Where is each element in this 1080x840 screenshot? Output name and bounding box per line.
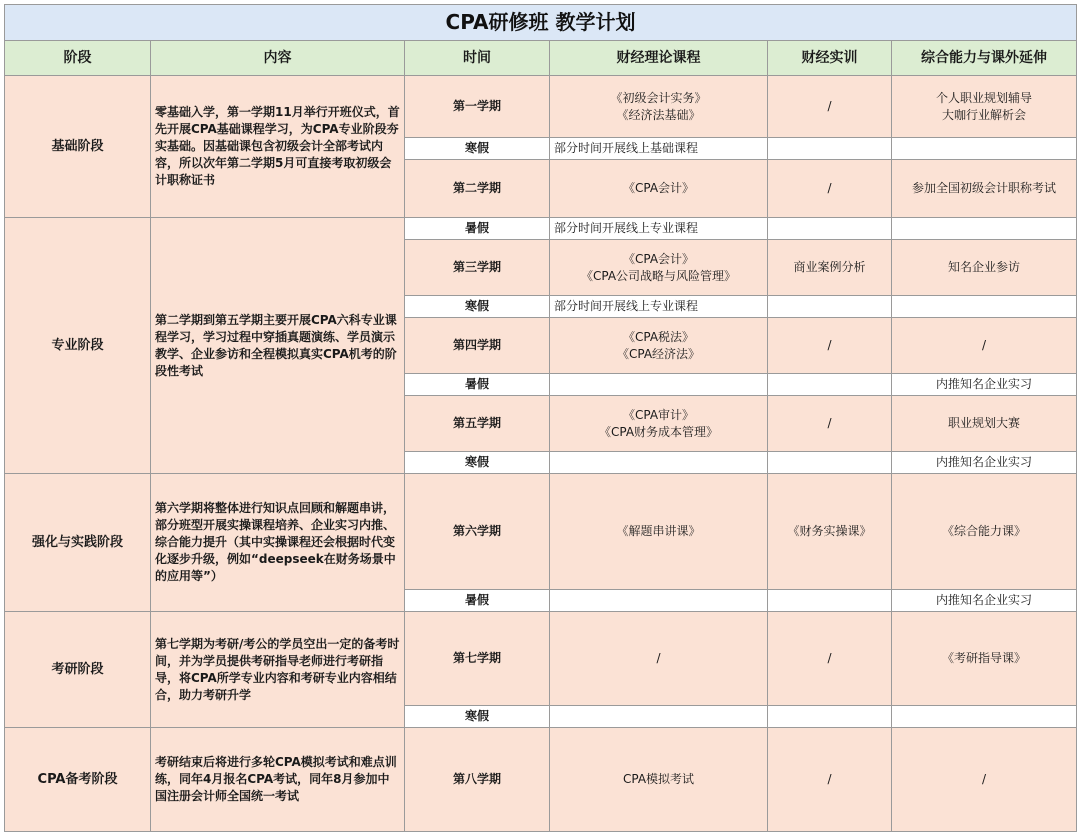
ability-line: /: [981, 772, 987, 786]
theory-course-line: CPA模拟考试: [622, 772, 695, 786]
ability-cell: [892, 218, 1077, 240]
period-cell: 寒假: [405, 296, 550, 318]
stage-content: 第二学期到第五学期主要开展CPA六科专业课程学习，学习过程中穿插真题演练、学员演示教学、企业参访和全程模拟真实CPA机考的阶段性考试: [151, 218, 405, 474]
table-row: [5, 76, 1077, 138]
theory-course-cell: [550, 318, 768, 374]
ability-line: 知名企业参访: [948, 260, 1021, 274]
ability-cell: [892, 318, 1077, 374]
theory-course-line: /: [656, 651, 661, 665]
period-cell: 第五学期: [405, 396, 550, 452]
theory-course-line: 《CPA会计》: [622, 251, 695, 266]
period-cell: 第三学期: [405, 240, 550, 296]
period-cell: 第六学期: [405, 474, 550, 590]
header-content: 内容: [151, 41, 405, 76]
ability-line: 《综合能力课》: [942, 524, 1027, 538]
period-cell: 第八学期: [405, 728, 550, 832]
ability-cell: [892, 590, 1077, 612]
theory-course-line: 《CPA审计》: [622, 407, 695, 422]
practice-cell: 《财务实操课》: [768, 474, 892, 590]
practice-cell: [768, 590, 892, 612]
stage-content: 考研结束后将进行多轮CPA模拟考试和难点训练，同年4月报名CPA考试，同年8月参加中国注册会计师全国统一考试: [151, 728, 405, 832]
header-theory-courses: 财经理论课程: [550, 41, 768, 76]
ability-line: /: [981, 338, 987, 352]
period-cell: 暑假: [405, 590, 550, 612]
ability-line: 大咖行业解析会: [942, 107, 1027, 122]
period-cell: 第七学期: [405, 612, 550, 706]
practice-cell: /: [768, 396, 892, 452]
theory-course-line: 《初级会计实务》: [610, 90, 707, 105]
ability-line: 内推知名企业实习: [936, 593, 1033, 607]
practice-cell: /: [768, 318, 892, 374]
theory-course-line: 《CPA经济法》: [616, 346, 701, 361]
ability-cell: [892, 160, 1077, 218]
ability-line: 职业规划大赛: [948, 416, 1021, 430]
stage-name: 强化与实践阶段: [5, 474, 151, 612]
header-ability-extension: 综合能力与课外延伸: [892, 41, 1077, 76]
period-cell: 寒假: [405, 452, 550, 474]
stage-content: 第六学期将整体进行知识点回顾和解题串讲，部分班型开展实操课程培养、企业实习内推、综合能力提升（其中实操课程还会根据时代变化逐步升级，例如“deepseek在财务场景中的应用等”）: [151, 474, 405, 612]
theory-course-line: 《CPA财务成本管理》: [598, 424, 719, 439]
period-cell: 第一学期: [405, 76, 550, 138]
ability-cell: [892, 474, 1077, 590]
stage-content: 第七学期为考研/考公的学员空出一定的备考时间，并为学员提供考研指导老师进行考研指导，将CPA所学专业内容和考研专业内容相结合，助力考研升学: [151, 612, 405, 728]
theory-course-cell: [550, 706, 768, 728]
practice-cell: [768, 296, 892, 318]
theory-course-line: 《CPA会计》: [622, 181, 695, 195]
ability-cell: [892, 138, 1077, 160]
ability-line: 个人职业规划辅导: [936, 90, 1033, 105]
practice-cell: /: [768, 612, 892, 706]
period-cell: 寒假: [405, 138, 550, 160]
ability-line: 内推知名企业实习: [936, 455, 1033, 469]
table-row: [5, 612, 1077, 706]
teaching-plan-table: [4, 4, 1077, 832]
ability-line: 内推知名企业实习: [936, 377, 1033, 391]
period-cell: 寒假: [405, 706, 550, 728]
practice-cell: 商业案例分析: [768, 240, 892, 296]
header-stage: 阶段: [5, 41, 151, 76]
table-row: [5, 218, 1077, 240]
ability-cell: [892, 706, 1077, 728]
theory-course-cell: [550, 612, 768, 706]
period-cell: 第二学期: [405, 160, 550, 218]
theory-course-line: 《CPA税法》: [622, 329, 695, 344]
practice-cell: /: [768, 76, 892, 138]
ability-line: 参加全国初级会计职称考试: [912, 181, 1057, 195]
theory-course-cell: [550, 452, 768, 474]
header-time: 时间: [405, 41, 550, 76]
practice-cell: [768, 138, 892, 160]
theory-course-cell: [550, 138, 768, 160]
ability-cell: [892, 396, 1077, 452]
stage-content: 零基础入学，第一学期11月举行开班仪式，首先开展CPA基础课程学习，为CPA专业阶段夯实基础。因基础课包含初级会计全部考试内容，所以次年第二学期5月可直接考取初级会计职称证书: [151, 76, 405, 218]
ability-cell: [892, 374, 1077, 396]
theory-course-cell: [550, 590, 768, 612]
table-row: [5, 728, 1077, 832]
ability-cell: [892, 240, 1077, 296]
practice-cell: [768, 452, 892, 474]
ability-cell: [892, 76, 1077, 138]
theory-course-cell: [550, 374, 768, 396]
ability-line: 《考研指导课》: [942, 651, 1027, 665]
theory-course-cell: [550, 728, 768, 832]
stage-name: CPA备考阶段: [5, 728, 151, 832]
theory-course-cell: [550, 160, 768, 218]
ability-cell: [892, 452, 1077, 474]
table-title: CPA研修班 教学计划: [5, 5, 1077, 41]
theory-course-cell: [550, 296, 768, 318]
ability-cell: [892, 296, 1077, 318]
stage-name: 基础阶段: [5, 76, 151, 218]
theory-course-cell: [550, 76, 768, 138]
practice-cell: /: [768, 160, 892, 218]
practice-cell: [768, 218, 892, 240]
theory-course-cell: [550, 396, 768, 452]
ability-cell: [892, 612, 1077, 706]
theory-course-line: 部分时间开展线上专业课程: [554, 299, 699, 313]
theory-course-cell: [550, 240, 768, 296]
table-row: [5, 474, 1077, 590]
theory-course-line: 《解题串讲课》: [616, 524, 701, 538]
theory-course-line: 部分时间开展线上基础课程: [554, 141, 699, 155]
practice-cell: [768, 374, 892, 396]
stage-name: 考研阶段: [5, 612, 151, 728]
period-cell: 暑假: [405, 374, 550, 396]
practice-cell: /: [768, 728, 892, 832]
theory-course-line: 《CPA公司战略与风险管理》: [580, 268, 737, 283]
ability-cell: [892, 728, 1077, 832]
period-cell: 暑假: [405, 218, 550, 240]
header-practice-training: 财经实训: [768, 41, 892, 76]
practice-cell: [768, 706, 892, 728]
theory-course-cell: [550, 474, 768, 590]
theory-course-line: 部分时间开展线上专业课程: [554, 221, 699, 235]
stage-name: 专业阶段: [5, 218, 151, 474]
period-cell: 第四学期: [405, 318, 550, 374]
theory-course-cell: [550, 218, 768, 240]
theory-course-line: 《经济法基础》: [616, 107, 701, 122]
